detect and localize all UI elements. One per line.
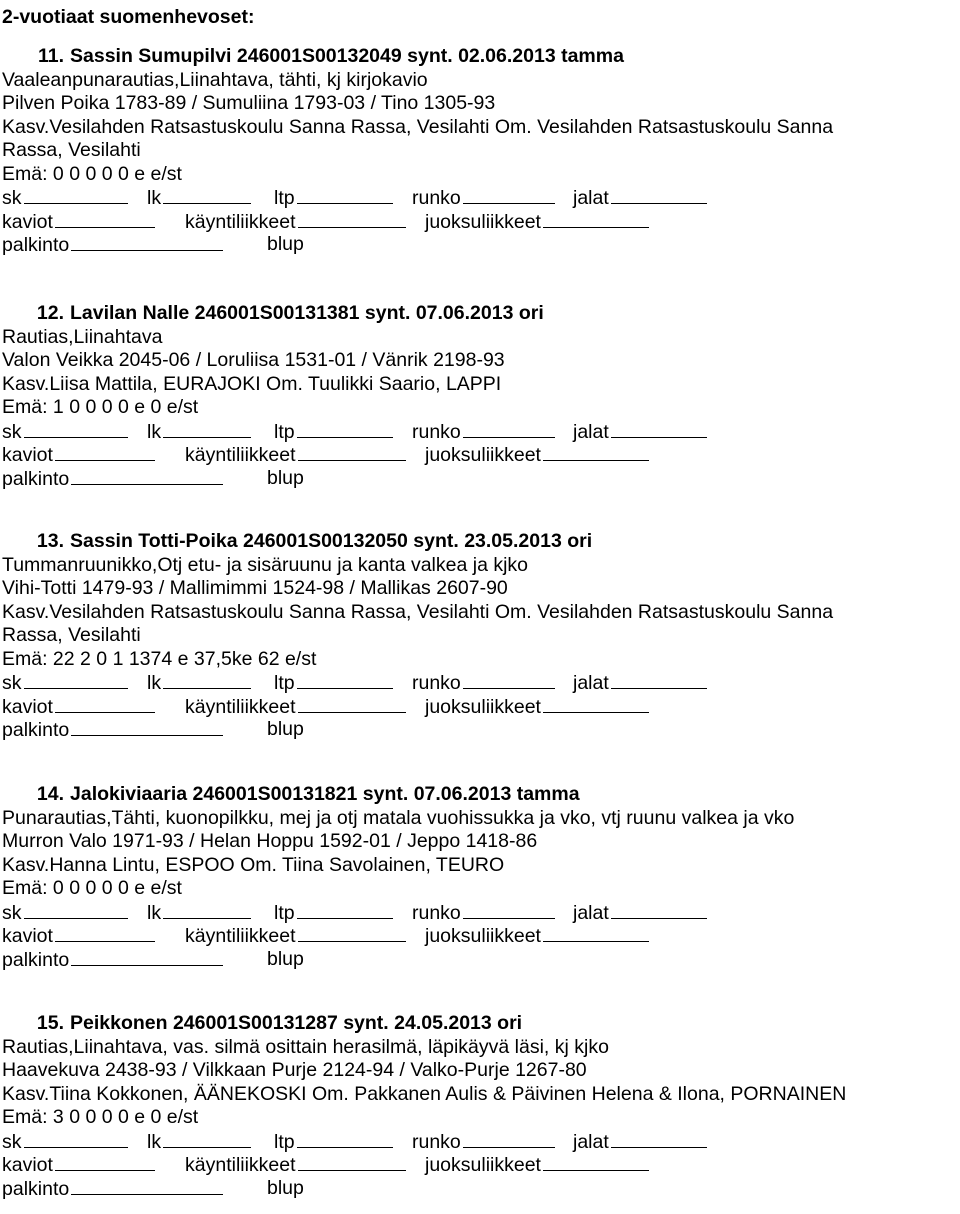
entry-breeder-owner: Kasv.Vesilahden Ratsastuskoulu Sanna Rassa, Vesilahti Om. Vesilahden Ratsastuskoulu Sanna bbox=[2, 600, 834, 623]
score-row-2 bbox=[2, 1153, 958, 1177]
kaviot-field: kaviot bbox=[2, 695, 155, 719]
ltp-blank[interactable] bbox=[297, 901, 393, 919]
juoksuliikkeet-blank[interactable] bbox=[543, 443, 649, 461]
entry-number: 14. bbox=[36, 783, 64, 805]
sk-blank[interactable] bbox=[24, 1130, 128, 1148]
jalat-field: jalat bbox=[573, 420, 707, 444]
horse-entry bbox=[2, 783, 958, 971]
entry-breeder-owner: Kasv.Liisa Mattila, EURAJOKI Om. Tuulikki Saario, LAPPI bbox=[2, 372, 502, 395]
kayntiliikkeet-field: käyntiliikkeet bbox=[185, 695, 406, 719]
score-row-1 bbox=[2, 186, 958, 210]
entry-title bbox=[2, 530, 958, 554]
entry-title-text: Peikkonen 246001S00131287 synt. 24.05.2013 ori bbox=[70, 1012, 523, 1034]
ltp-field: ltp bbox=[274, 186, 393, 210]
sk-field: sk bbox=[2, 671, 128, 695]
score-row-2 bbox=[2, 443, 958, 467]
horse-entry bbox=[2, 530, 958, 742]
kayntiliikkeet-blank[interactable] bbox=[298, 1153, 406, 1171]
entry-dam-record: Emä: 3 0 0 0 0 e 0 e/st bbox=[2, 1106, 199, 1128]
entry-pedigree: Valon Veikka 2045-06 / Loruliisa 1531-01 / Vänrik 2198-93 bbox=[2, 349, 505, 371]
entry-colour-markings: Punarautias,Tähti, kuonopilkku, mej ja otj matala vuohissukka ja vko, vtj ruunu valkea ja vko bbox=[2, 806, 795, 829]
lk-blank[interactable] bbox=[163, 671, 251, 689]
entry-breeder-owner: Kasv.Hanna Lintu, ESPOO Om. Tiina Savolainen, TEURO bbox=[2, 853, 505, 876]
kaviot-field: kaviot bbox=[2, 1153, 155, 1177]
jalat-blank[interactable] bbox=[611, 186, 707, 204]
ltp-field: ltp bbox=[274, 901, 393, 925]
entry-number: 13. bbox=[36, 530, 64, 552]
entry-title-text: Sassin Sumupilvi 246001S00132049 synt. 02.06.2013 tamma bbox=[70, 45, 624, 67]
entry-title bbox=[2, 302, 958, 326]
score-row-1 bbox=[2, 1130, 958, 1154]
juoksuliikkeet-blank[interactable] bbox=[543, 210, 649, 228]
kayntiliikkeet-blank[interactable] bbox=[298, 695, 406, 713]
palkinto-blank[interactable] bbox=[71, 467, 223, 485]
runko-field: runko bbox=[412, 1130, 555, 1154]
entry-title-text: Lavilan Nalle 246001S00131381 synt. 07.06.2013 ori bbox=[70, 302, 544, 324]
lk-blank[interactable] bbox=[163, 420, 251, 438]
runko-blank[interactable] bbox=[463, 186, 555, 204]
runko-field: runko bbox=[412, 186, 555, 210]
jalat-field: jalat bbox=[573, 186, 707, 210]
lk-field: lk bbox=[147, 901, 251, 925]
ltp-field: ltp bbox=[274, 420, 393, 444]
sk-field: sk bbox=[2, 186, 128, 210]
kaviot-field: kaviot bbox=[2, 443, 155, 467]
jalat-blank[interactable] bbox=[611, 420, 707, 438]
sk-blank[interactable] bbox=[24, 901, 128, 919]
entry-title-text: Jalokiviaaria 246001S00131821 synt. 07.06.2013 tamma bbox=[70, 783, 580, 805]
score-row-2 bbox=[2, 924, 958, 948]
ltp-blank[interactable] bbox=[297, 186, 393, 204]
score-row-2 bbox=[2, 210, 958, 234]
entry-dam-record: Emä: 1 0 0 0 0 e 0 e/st bbox=[2, 396, 199, 418]
blup-field: blup bbox=[267, 233, 304, 255]
entry-pedigree: Murron Valo 1971-93 / Helan Hoppu 1592-01 / Jeppo 1418-86 bbox=[2, 830, 538, 852]
blup-field: blup bbox=[267, 947, 304, 970]
score-row-3 bbox=[2, 718, 958, 742]
entry-pedigree: Pilven Poika 1783-89 / Sumuliina 1793-03 / Tino 1305-93 bbox=[2, 92, 496, 114]
ltp-field: ltp bbox=[274, 1130, 393, 1154]
juoksuliikkeet-field: juoksuliikkeet bbox=[425, 210, 649, 234]
palkinto-field: palkinto bbox=[2, 1177, 223, 1201]
lk-blank[interactable] bbox=[163, 186, 251, 204]
entry-number: 11. bbox=[37, 45, 64, 67]
juoksuliikkeet-field: juoksuliikkeet bbox=[425, 1153, 649, 1177]
lk-field: lk bbox=[147, 186, 251, 210]
score-row-3 bbox=[2, 467, 958, 491]
palkinto-field: palkinto bbox=[2, 948, 223, 972]
lk-field: lk bbox=[147, 671, 251, 695]
entry-number: 12. bbox=[36, 302, 64, 324]
jalat-blank[interactable] bbox=[611, 1130, 707, 1148]
sk-field: sk bbox=[2, 1130, 128, 1154]
jalat-field: jalat bbox=[573, 1130, 707, 1154]
horse-entry bbox=[2, 302, 958, 490]
kayntiliikkeet-field: käyntiliikkeet bbox=[185, 443, 406, 467]
palkinto-blank[interactable] bbox=[71, 1177, 223, 1195]
runko-field: runko bbox=[412, 671, 555, 695]
juoksuliikkeet-field: juoksuliikkeet bbox=[425, 443, 649, 467]
kayntiliikkeet-blank[interactable] bbox=[298, 443, 406, 461]
kaviot-blank[interactable] bbox=[55, 695, 155, 713]
juoksuliikkeet-blank[interactable] bbox=[543, 1153, 649, 1171]
entry-colour-markings: Rautias,Liinahtava bbox=[2, 325, 163, 348]
entry-colour-markings: Vaaleanpunarautias,Liinahtava, tähti, kj kirjokavio bbox=[2, 68, 428, 91]
ltp-blank[interactable] bbox=[297, 1130, 393, 1148]
palkinto-field: palkinto bbox=[2, 467, 223, 491]
entry-dam-record: Emä: 0 0 0 0 0 e e/st bbox=[2, 877, 182, 899]
lk-blank[interactable] bbox=[163, 1130, 251, 1148]
runko-field: runko bbox=[412, 420, 555, 444]
page-heading: 2-vuotiaat suomenhevoset: bbox=[2, 6, 255, 28]
entry-pedigree: Vihi-Totti 1479-93 / Mallimimmi 1524-98 / Mallikas 2607-90 bbox=[2, 577, 508, 599]
horse-entry bbox=[2, 45, 958, 257]
sk-field: sk bbox=[2, 901, 128, 925]
kayntiliikkeet-field: käyntiliikkeet bbox=[185, 210, 406, 234]
juoksuliikkeet-field: juoksuliikkeet bbox=[425, 924, 649, 948]
blup-field: blup bbox=[267, 718, 304, 740]
runko-blank[interactable] bbox=[463, 671, 555, 689]
sk-blank[interactable] bbox=[24, 671, 128, 689]
juoksuliikkeet-blank[interactable] bbox=[543, 695, 649, 713]
entry-dam-record: Emä: 22 2 0 1 1374 e 37,5ke 62 e/st bbox=[2, 647, 317, 670]
runko-blank[interactable] bbox=[463, 420, 555, 438]
kayntiliikkeet-blank[interactable] bbox=[298, 924, 406, 942]
ltp-field: ltp bbox=[274, 671, 393, 695]
runko-field: runko bbox=[412, 901, 555, 925]
entry-pedigree: Haavekuva 2438-93 / Vilkkaan Purje 2124-94 / Valko-Purje 1267-80 bbox=[2, 1059, 587, 1081]
sk-blank[interactable] bbox=[24, 186, 128, 204]
kaviot-blank[interactable] bbox=[55, 210, 155, 228]
entry-title bbox=[2, 1012, 958, 1036]
palkinto-blank[interactable] bbox=[71, 233, 223, 251]
kayntiliikkeet-field: käyntiliikkeet bbox=[185, 924, 406, 948]
lk-blank[interactable] bbox=[163, 901, 251, 919]
score-row-3 bbox=[2, 1177, 958, 1201]
runko-blank[interactable] bbox=[463, 901, 555, 919]
kayntiliikkeet-blank[interactable] bbox=[298, 210, 406, 228]
kayntiliikkeet-field: käyntiliikkeet bbox=[185, 1153, 406, 1177]
kaviot-field: kaviot bbox=[2, 924, 155, 948]
entry-breeder-owner: Kasv.Tiina Kokkonen, ÄÄNEKOSKI Om. Pakkanen Aulis & Päivinen Helena & Ilona, PORNAINEN bbox=[2, 1082, 847, 1105]
runko-blank[interactable] bbox=[463, 1130, 555, 1148]
ltp-blank[interactable] bbox=[297, 420, 393, 438]
jalat-blank[interactable] bbox=[611, 901, 707, 919]
palkinto-field: palkinto bbox=[2, 718, 223, 742]
score-row-1 bbox=[2, 420, 958, 444]
palkinto-blank[interactable] bbox=[71, 948, 223, 966]
palkinto-blank[interactable] bbox=[71, 718, 223, 736]
score-row-2 bbox=[2, 695, 958, 719]
horse-entry bbox=[2, 1012, 958, 1200]
score-row-1 bbox=[2, 901, 958, 925]
juoksuliikkeet-field: juoksuliikkeet bbox=[425, 695, 649, 719]
score-row-1 bbox=[2, 671, 958, 695]
ltp-blank[interactable] bbox=[297, 671, 393, 689]
sk-field: sk bbox=[2, 420, 128, 444]
entry-number: 15. bbox=[36, 1012, 64, 1034]
entry-colour-markings: Tummanruunikko,Otj etu- ja sisäruunu ja kanta valkea ja kjko bbox=[2, 553, 529, 576]
score-row-3 bbox=[2, 233, 958, 257]
kaviot-blank[interactable] bbox=[55, 1153, 155, 1171]
entry-breeder-owner: Kasv.Vesilahden Ratsastuskoulu Sanna Rassa, Vesilahti Om. Vesilahden Ratsastuskoulu Sanna bbox=[2, 115, 834, 138]
jalat-blank[interactable] bbox=[611, 671, 707, 689]
kaviot-blank[interactable] bbox=[55, 443, 155, 461]
blup-field: blup bbox=[267, 1176, 304, 1199]
lk-field: lk bbox=[147, 420, 251, 444]
palkinto-field: palkinto bbox=[2, 233, 223, 257]
entry-title bbox=[2, 45, 958, 69]
kaviot-blank[interactable] bbox=[55, 924, 155, 942]
entry-dam-record: Emä: 0 0 0 0 0 e e/st bbox=[2, 162, 182, 185]
entry-title bbox=[2, 783, 958, 807]
lk-field: lk bbox=[147, 1130, 251, 1154]
jalat-field: jalat bbox=[573, 901, 707, 925]
score-row-3 bbox=[2, 948, 958, 972]
entry-colour-markings: Rautias,Liinahtava, vas. silmä osittain herasilmä, läpikäyvä läsi, kj kjko bbox=[2, 1035, 609, 1058]
entry-breeder-owner-cont: Rassa, Vesilahti bbox=[2, 624, 141, 646]
sk-blank[interactable] bbox=[24, 420, 128, 438]
blup-field: blup bbox=[267, 466, 304, 489]
jalat-field: jalat bbox=[573, 671, 707, 695]
entry-breeder-owner-cont: Rassa, Vesilahti bbox=[2, 139, 141, 161]
kaviot-field: kaviot bbox=[2, 210, 155, 234]
juoksuliikkeet-blank[interactable] bbox=[543, 924, 649, 942]
entry-title-text: Sassin Totti-Poika 246001S00132050 synt. 23.05.2013 ori bbox=[70, 530, 593, 552]
